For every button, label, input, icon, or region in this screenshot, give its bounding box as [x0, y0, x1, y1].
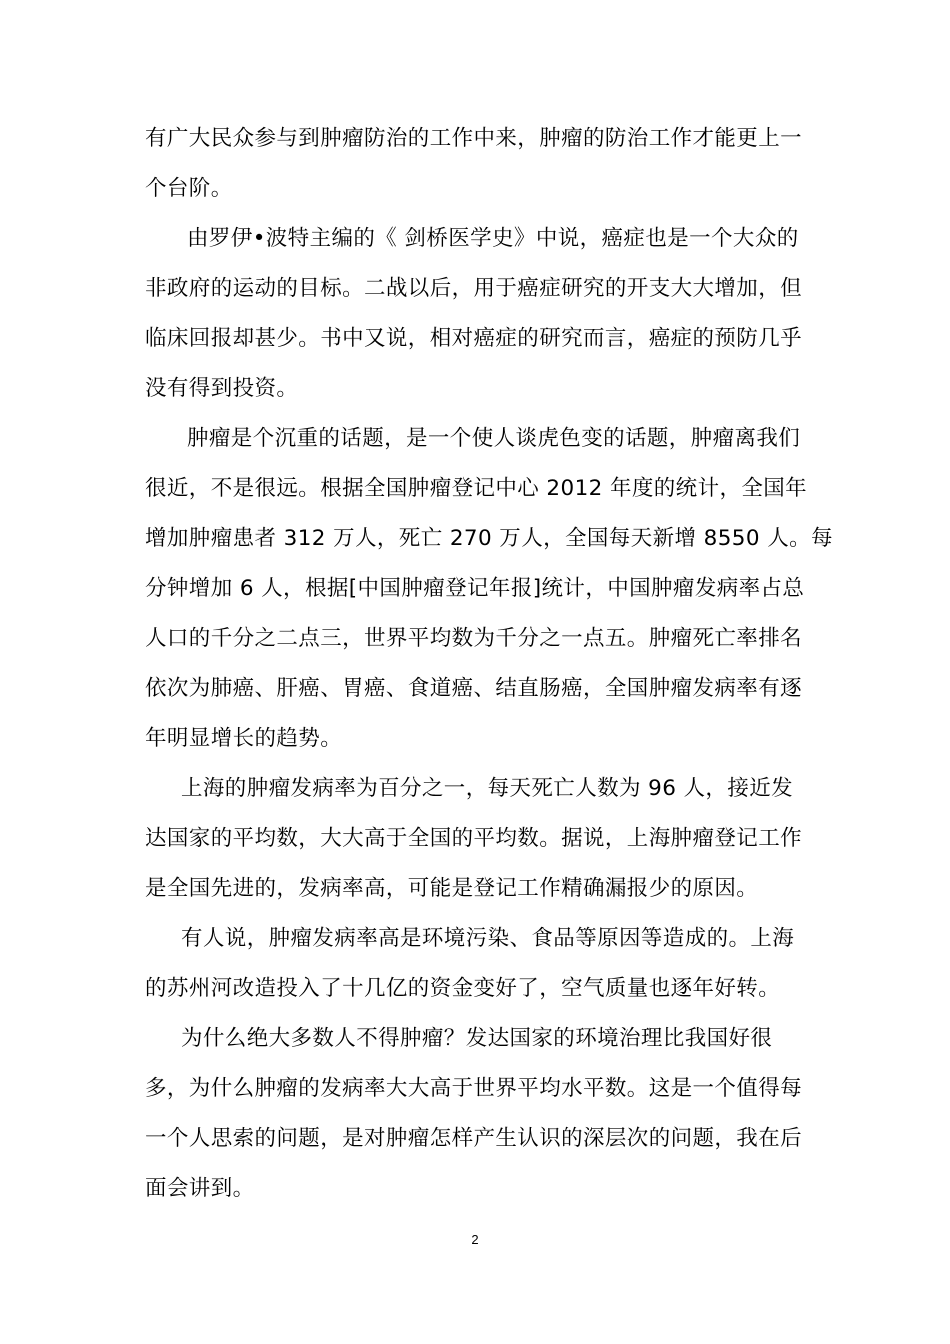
paragraph-first-line: 上海的肿瘤发病率为百分之一，每天死亡人数为 96 人，接近发 [181, 776, 794, 801]
text-line: 是全国先进的，发病率高，可能是登记工作精确漏报少的原因。 [145, 876, 759, 901]
text-line: 年明显增长的趋势。 [145, 726, 343, 751]
paragraph-first-line: 为什么绝大多数人不得肿瘤？发达国家的环境治理比我国好很 [181, 1026, 773, 1051]
text-line: 依次为肺癌、肝癌、胃癌、食道癌、结直肠癌，全国肿瘤发病率有逐 [145, 676, 803, 701]
text-line: 增加肿瘤患者 312 万人，死亡 270 万人，全国每天新增 8550 人。每 [145, 526, 833, 551]
text-line: 非政府的运动的目标。二战以后，用于癌症研究的开支大大增加，但 [145, 276, 803, 301]
text-line: 多，为什么肿瘤的发病率大大高于世界平均水平数。这是一个值得每 [145, 1076, 803, 1101]
paragraph-first-line: 肿瘤是个沉重的话题，是一个使人谈虎色变的话题，肿瘤离我们 [187, 426, 801, 451]
text-line: 人口的千分之二点三，世界平均数为千分之一点五。肿瘤死亡率排名 [145, 626, 803, 651]
text-line: 临床回报却甚少。书中又说，相对癌症的研究而言，癌症的预防几乎 [145, 326, 803, 351]
text-line: 很近，不是很远。根据全国肿瘤登记中心 2012 年度的统计，全国年 [145, 476, 808, 501]
text-line: 有广大民众参与到肿瘤防治的工作中来，肿瘤的防治工作才能更上一 [145, 126, 803, 151]
text-line: 没有得到投资。 [145, 376, 299, 401]
body-text [145, 114, 833, 1214]
text-line: 的苏州河改造投入了十几亿的资金变好了，空气质量也逐年好转。 [145, 976, 781, 1001]
paragraph-first-line: 有人说，肿瘤发病率高是环境污染、食品等原因等造成的。上海 [181, 926, 795, 951]
text-line: 达国家的平均数，大大高于全国的平均数。据说，上海肿瘤登记工作 [145, 826, 803, 851]
paragraph-first-line: 由罗伊•波特主编的《 剑桥医学史》中说，癌症也是一个大众的 [187, 226, 799, 251]
text-line: 个台阶。 [145, 176, 233, 201]
text-line: 面会讲到。 [145, 1176, 255, 1201]
page-number: 2 [471, 1232, 479, 1247]
text-line: 一个人思索的问题，是对肿瘤怎样产生认识的深层次的问题，我在后 [145, 1126, 803, 1151]
text-line: 分钟增加 6 人，根据[中国肿瘤登记年报]统计，中国肿瘤发病率占总 [145, 576, 805, 601]
